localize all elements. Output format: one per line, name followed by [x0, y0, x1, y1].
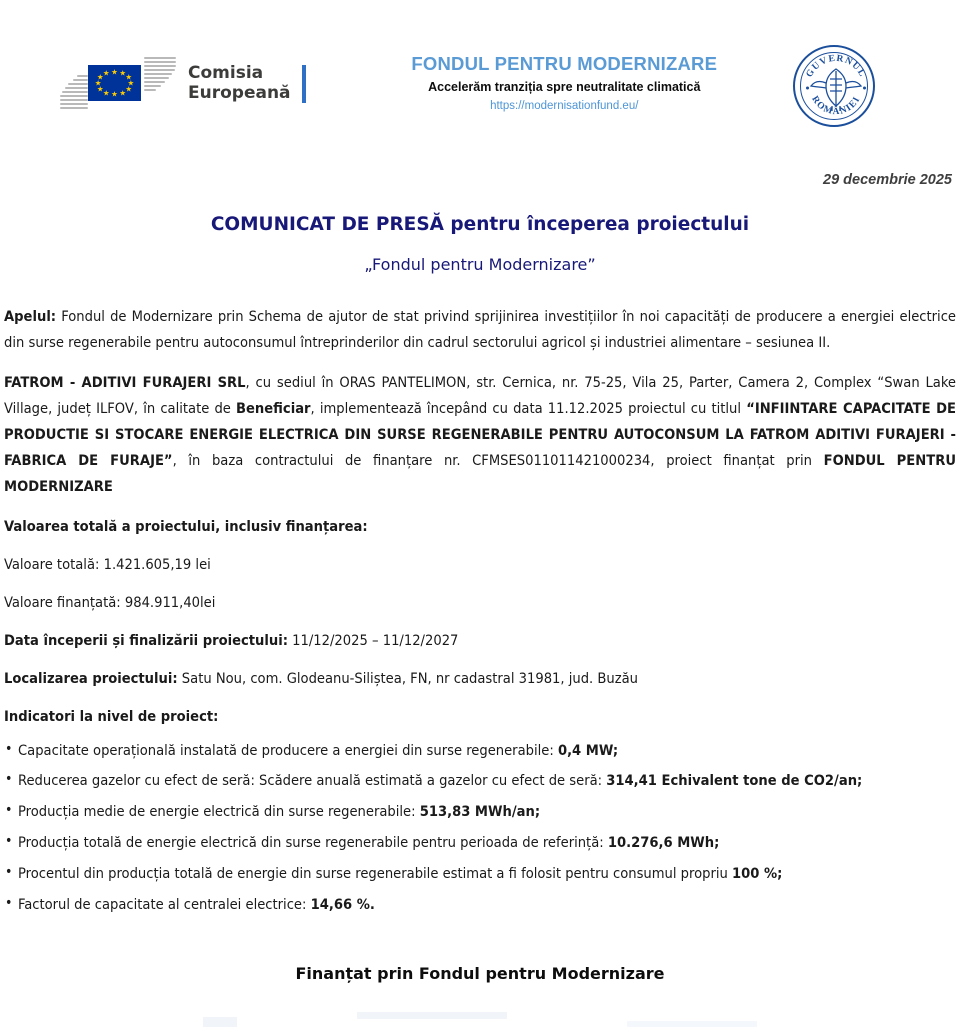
project-location-line	[4, 666, 956, 692]
eu-star-icon: ★	[102, 68, 110, 78]
eu-star-icon: ★	[94, 78, 102, 88]
paragraph-apel	[4, 304, 956, 356]
indicator-value: 314,41 Echivalent tone de CO2/an;	[606, 772, 863, 790]
cutoff-logo-fragment-left	[203, 1017, 237, 1027]
list-item	[4, 801, 956, 823]
indicators-heading	[4, 704, 956, 730]
svg-text:GUVERNUL: GUVERNUL	[804, 53, 868, 80]
indicator-value: 10.276,6 MWh;	[607, 834, 720, 852]
eu-star-icon: ★	[125, 72, 133, 82]
value-total-line: Valoare totală: 1.421.605,19 lei	[4, 555, 211, 573]
ec-label-line1: Comisia	[188, 62, 264, 83]
logo-lines-right-decoration	[144, 57, 176, 109]
logo-lines-left-decoration	[60, 57, 88, 109]
eu-flag-graphic	[60, 57, 176, 109]
romania-government-seal-icon	[793, 45, 875, 127]
beneficiary-name: FATROM - ADITIVI FURAJERI SRL	[4, 373, 246, 391]
fund-tagline: Accelerăm tranziția spre neutralitate climatică	[428, 80, 701, 94]
indicator-value: 0,4 MW;	[557, 741, 619, 759]
contract-text: , în baza contractului de finanțare nr. CFMSES011011421000234, proiect finanțat prin	[172, 451, 824, 469]
eu-star-icon: ★	[111, 89, 118, 99]
indicator-text: Procentul din producția totală de energie din surse regenerabile estimat a fi folosit pentru consumul propriu	[18, 865, 732, 883]
eu-star-icon: ★	[119, 87, 127, 97]
eu-star-icon: ★	[119, 68, 127, 78]
fund-title: FONDUL PENTRU MODERNIZARE	[411, 53, 718, 74]
indicator-text: Producția medie de energie electrică din surse regenerabile:	[18, 803, 420, 821]
fund-website-link[interactable]: https://modernisationfund.eu/	[490, 100, 639, 112]
eu-star-icon: ★	[125, 83, 133, 93]
indicator-text: Capacitate operațională instalată de producere a energiei din surse regenerabile:	[18, 741, 558, 759]
project-title-text: “INFIINTARE CAPACITATE DE PRODUCTIE SI STOCARE ENERGIE ELECTRICA DIN SURSE REGENERABILE PENTRU AUTOCONSUM LA FATROM ADITIVI FURAJERI - FABRICA DE FURAJE”	[4, 399, 956, 469]
cutoff-logo-fragment-right	[627, 1021, 757, 1027]
indicator-text: Producția totală de energie electrică din surse regenerabile pentru perioada de referință:	[18, 834, 608, 852]
value-heading-label: Valoarea totală a proiectului, inclusiv finanțarea:	[4, 517, 368, 535]
page-title: COMUNICAT DE PRESĂ pentru începerea proiectului	[210, 214, 750, 235]
cutoff-logo-fragment-mid	[357, 1012, 507, 1019]
project-location-value: Satu Nou, com. Glodeanu-Siliștea, FN, nr cadastral 31981, jud. Buzău	[177, 669, 638, 687]
document-date: 29 decembrie 2025	[823, 172, 952, 188]
indicators-list	[4, 740, 956, 916]
page-bottom-cutoff-graphics	[0, 1009, 960, 1035]
indicator-value: 513,83 MWh/an;	[419, 803, 541, 821]
eu-star-icon: ★	[96, 72, 104, 82]
list-item	[4, 770, 956, 792]
svg-text:ROMÂNIEI: ROMÂNIEI	[809, 94, 863, 118]
list-item	[4, 832, 956, 854]
eu-star-icon: ★	[96, 83, 104, 93]
project-dates-line	[4, 628, 956, 654]
beneficiar-keyword: Beneficiar	[236, 399, 311, 417]
european-commission-label	[188, 63, 291, 103]
eu-star-icon: ★	[127, 78, 135, 88]
indicator-text: Reducerea gazelor cu efect de seră: Scădere anuală estimată a gazelor cu efect de seră:	[18, 772, 607, 790]
implementation-text: , implementează începând cu data 11.12.2025 proiectul cu titlul	[310, 399, 747, 417]
indicator-value: 100 %;	[731, 865, 783, 883]
list-item	[4, 894, 956, 916]
project-dates-value: 11/12/2025 – 11/12/2027	[288, 631, 459, 649]
document-body	[0, 304, 960, 983]
paragraph-beneficiary	[4, 370, 956, 500]
apel-label: Apelul:	[4, 308, 57, 325]
eu-star-icon: ★	[102, 87, 110, 97]
beneficiary-address: , cu sediul în ORAS PANTELIMON, str. Cernica, nr. 75-25, Vila 25, Parter, Camera 2, Complex “Swan Lake Village, județ ILFOV, în calitate de	[4, 373, 956, 417]
document-header	[0, 0, 960, 150]
indicator-value: 14,66 %.	[310, 896, 375, 914]
value-heading	[4, 514, 956, 540]
footer-financing-note: Finanțat prin Fondul pentru Modernizare	[295, 963, 665, 983]
indicators-label: Indicatori la nivel de proiect:	[4, 707, 219, 725]
european-commission-logo	[60, 57, 306, 109]
eu-flag-icon	[88, 65, 141, 101]
project-dates-label: Data începerii și finalizării proiectului:	[4, 631, 288, 649]
apel-text: Fondul de Modernizare prin Schema de ajutor de stat privind sprijinirea investițiilor în noi capacități de producere a energiei electrice din surse regenerabile pentru autoconsumul întreprinderilor din cadrul sectorului agricol și industriei alimentare – sesiunea II.	[4, 308, 956, 351]
list-item	[4, 740, 956, 762]
value-funded-line: Valoare finanțată: 984.911,40lei	[4, 593, 216, 611]
page-subtitle: „Fondul pentru Modernizare”	[364, 255, 596, 274]
fund-name-text: FONDUL PENTRU MODERNIZARE	[4, 451, 956, 495]
ec-label-line2: Europeană	[188, 83, 291, 103]
indicator-text: Factorul de capacitate al centralei electrice:	[18, 896, 311, 914]
eu-star-icon: ★	[111, 67, 118, 77]
list-item	[4, 863, 956, 885]
modernisation-fund-branding	[306, 53, 793, 112]
seal-artwork	[795, 47, 877, 129]
project-location-label: Localizarea proiectului:	[4, 669, 178, 687]
